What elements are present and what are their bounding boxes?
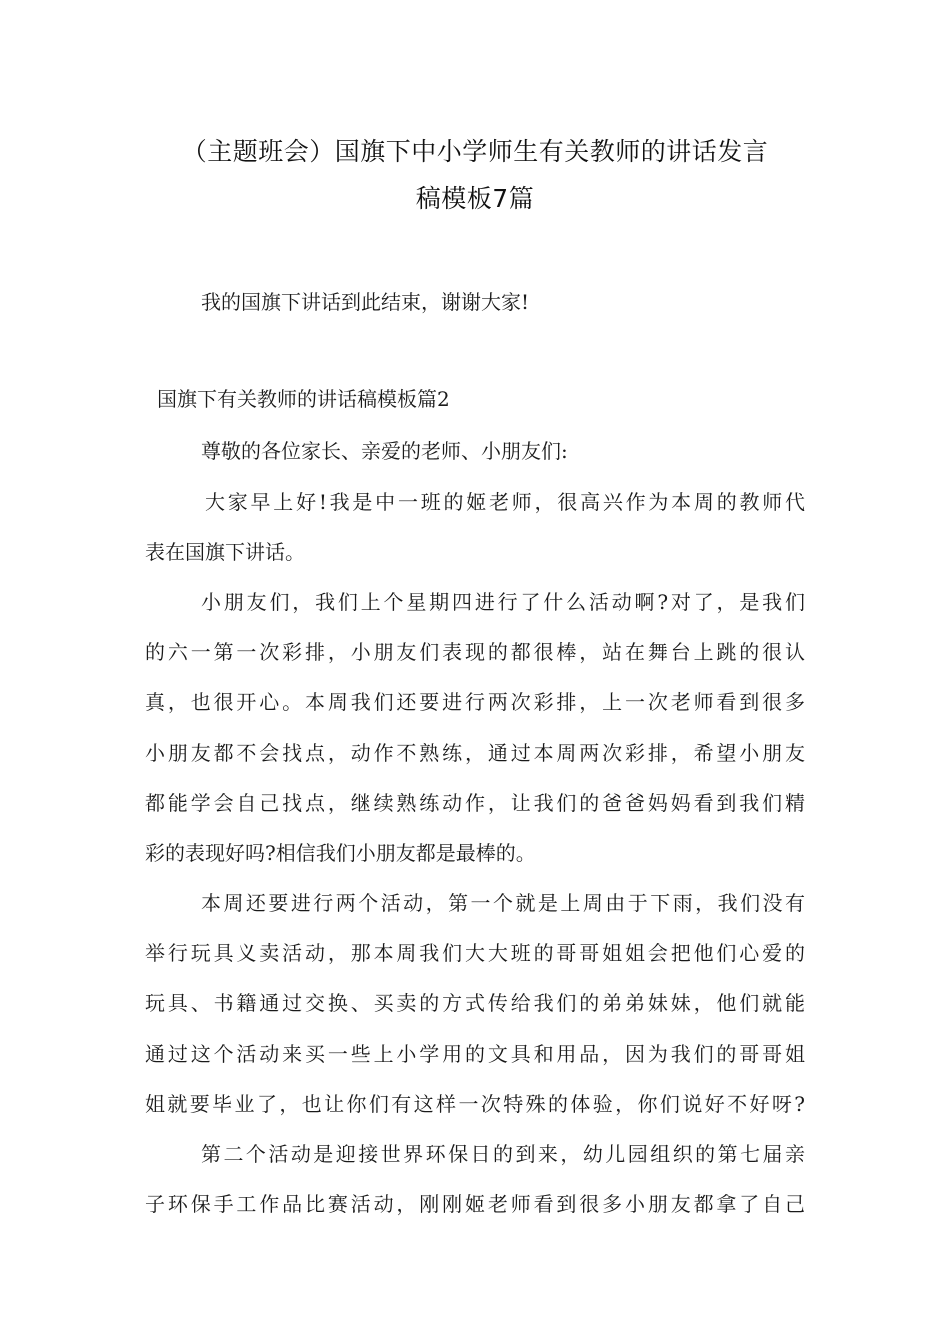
body-line: 第二个活动是迎接世界环保日的到来，幼儿园组织的第七届亲 — [201, 1142, 805, 1166]
body-line: 大家早上好!我是中一班的姬老师，很高兴作为本周的教师代 — [205, 490, 805, 514]
body-line: 小朋友们，我们上个星期四进行了什么活动啊?对了，是我们 — [201, 590, 805, 614]
title-line-2: 稿模板7篇 — [415, 184, 535, 213]
body-line: 彩的表现好吗?相信我们小朋友都是最棒的。 — [145, 841, 536, 865]
body-line: 表在国旗下讲话。 — [145, 540, 305, 564]
body-line: 姐就要毕业了，也让你们有这样一次特殊的体验，你们说好不好呀? — [145, 1092, 805, 1116]
body-line: 真，也很开心。本周我们还要进行两次彩排，上一次老师看到很多 — [145, 690, 805, 714]
body-line: 举行玩具义卖活动，那本周我们大大班的哥哥姐姐会把他们心爱的 — [145, 941, 805, 965]
title-line-1: （主题班会）国旗下中小学师生有关教师的讲话发言 — [181, 137, 769, 166]
body-line: 都能学会自己找点，继续熟练动作，让我们的爸爸妈妈看到我们精 — [145, 791, 805, 815]
greeting-line: 尊敬的各位家长、亲爱的老师、小朋友们: — [201, 439, 568, 463]
body-line: 子环保手工作品比赛活动，刚刚姬老师看到很多小朋友都拿了自己 — [145, 1192, 805, 1216]
section-heading: 国旗下有关教师的讲话稿模板篇2 — [157, 387, 450, 411]
body-line: 通过这个活动来买一些上小学用的文具和用品，因为我们的哥哥姐 — [145, 1042, 805, 1066]
closing-sentence: 我的国旗下讲话到此结束，谢谢大家! — [201, 290, 530, 314]
body-line: 本周还要进行两个活动，第一个就是上周由于下雨，我们没有 — [201, 891, 805, 915]
document-title — [140, 128, 810, 222]
body-line: 小朋友都不会找点，动作不熟练，通过本周两次彩排，希望小朋友 — [145, 741, 805, 765]
body-line: 玩具、书籍通过交换、买卖的方式传给我们的弟弟妹妹，他们就能 — [145, 991, 805, 1015]
body-line: 的六一第一次彩排，小朋友们表现的都很棒，站在舞台上跳的很认 — [145, 640, 805, 664]
